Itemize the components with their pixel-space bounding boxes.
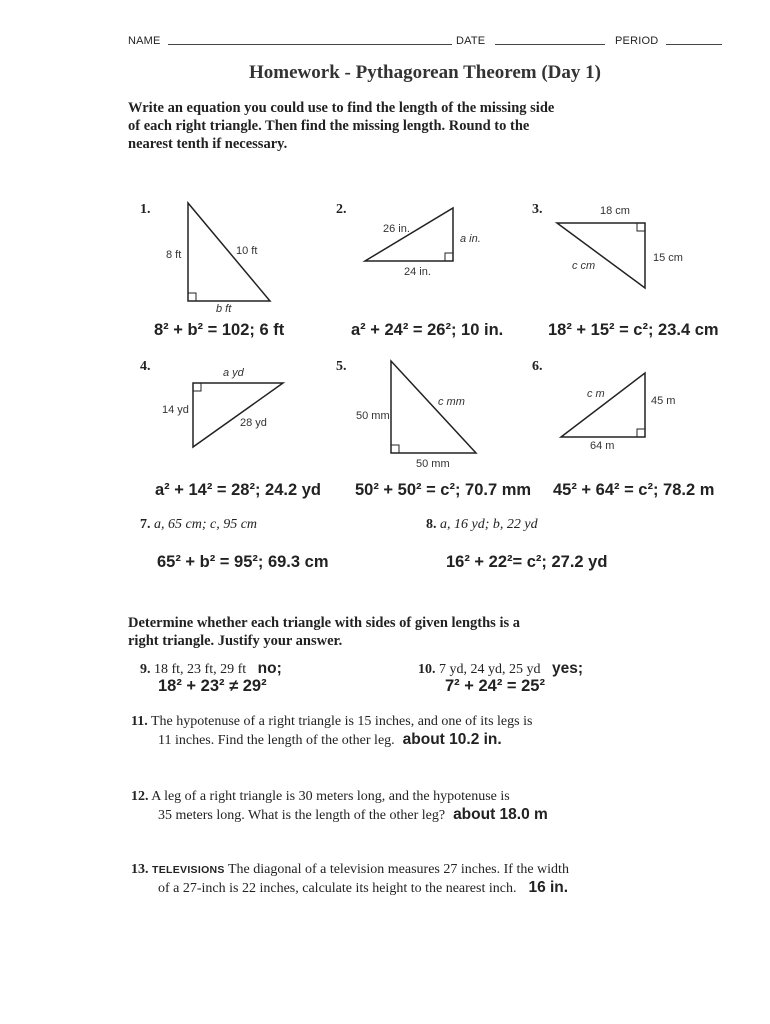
question-7-answer: 65² + b² = 95²; 69.3 cm <box>157 553 329 571</box>
problem-4-number: 4. <box>140 359 151 374</box>
triangle-3-top-label: 18 cm <box>600 205 630 217</box>
triangle-4-left-label: 14 yd <box>162 404 189 416</box>
problem-3-number: 3. <box>532 202 543 217</box>
triangle-1-left-label: 8 ft <box>166 249 182 261</box>
triangle-4 <box>193 383 283 447</box>
triangle-2-right-label: a in. <box>460 233 481 245</box>
question-12 <box>131 788 548 825</box>
triangle-2-hyp-label: 26 in. <box>383 223 410 235</box>
triangle-1 <box>188 203 270 301</box>
question-7-text: a, 65 cm; c, 95 cm <box>154 517 258 532</box>
problem-2-answer: a² + 24² = 26²; 10 in. <box>351 321 504 339</box>
question-7-number: 7. <box>140 517 151 532</box>
triangle-6-hyp-label: c m <box>587 388 605 400</box>
question-12-line2: 35 meters long. What is the length of the other leg? <box>158 808 446 823</box>
question-13-line1: The diagonal of a television measures 27 inches. If the width <box>227 862 569 877</box>
question-8-number: 8. <box>426 517 437 532</box>
instruction-line: right triangle. Justify your answer. <box>128 633 343 649</box>
question-10-answer: yes; <box>552 660 584 677</box>
problem-2-number: 2. <box>336 202 347 217</box>
instruction-line: of each right triangle. Then find the missing length. Round to the <box>128 118 530 134</box>
period-label: PERIOD <box>615 35 659 47</box>
question-11-answer: about 10.2 in. <box>402 731 502 748</box>
triangle-3-right-label: 15 cm <box>653 252 683 264</box>
problem-6-answer: 45² + 64² = c²; 78.2 m <box>553 481 715 499</box>
question-13 <box>131 861 569 898</box>
problem-1-number: 1. <box>140 202 151 217</box>
question-11-line2: 11 inches. Find the length of the other leg. <box>158 733 395 748</box>
question-13-number: 13. <box>131 862 149 877</box>
question-12-answer: about 18.0 m <box>453 806 548 823</box>
question-13-answer: 16 in. <box>528 879 569 896</box>
triangle-2-bottom-label: 24 in. <box>404 266 431 278</box>
instruction-line: Write an equation you could use to find the length of the missing side <box>128 100 555 116</box>
question-9-justification: 18² + 23² ≠ 29² <box>158 677 267 695</box>
question-11-number: 11. <box>131 714 148 729</box>
question-11-line1: The hypotenuse of a right triangle is 15 inches, and one of its legs is <box>150 714 533 729</box>
question-13-tag: TELEVISIONS <box>152 864 225 876</box>
question-9 <box>140 660 282 678</box>
triangle-3-hyp-label: c cm <box>572 260 596 272</box>
question-12-line1: A leg of a right triangle is 30 meters long, and the hypotenuse is <box>151 789 510 804</box>
triangle-4-hyp-label: 28 yd <box>240 417 267 429</box>
triangle-6 <box>561 373 645 437</box>
problem-4-answer: a² + 14² = 28²; 24.2 yd <box>155 481 322 499</box>
question-10-justification: 7² + 24² = 25² <box>445 677 545 695</box>
triangle-6-right-label: 45 m <box>651 395 676 407</box>
triangle-6-bottom-label: 64 m <box>590 440 615 452</box>
name-label: NAME <box>128 35 161 47</box>
problem-6-number: 6. <box>532 359 543 374</box>
triangle-3 <box>557 223 645 288</box>
page-title: Homework - Pythagorean Theorem (Day 1) <box>249 62 601 83</box>
triangle-4-top-label: a yd <box>223 367 244 379</box>
question-9-text: 18 ft, 23 ft, 29 ft <box>154 662 247 677</box>
problem-5-number: 5. <box>336 359 347 374</box>
question-8-answer: 16² + 22²= c²; 27.2 yd <box>446 553 608 571</box>
triangle-5-hyp-label: c mm <box>438 396 465 408</box>
question-7 <box>140 517 257 533</box>
question-12-number: 12. <box>131 789 149 804</box>
triangle-1-hyp-label: 10 ft <box>236 245 258 257</box>
triangle-5-left-label: 50 mm <box>356 410 390 422</box>
triangle-1-bottom-label: b ft <box>216 303 232 315</box>
question-9-answer: no; <box>257 660 282 677</box>
instruction-line: nearest tenth if necessary. <box>128 136 288 152</box>
question-8 <box>426 517 538 533</box>
problem-5-answer: 50² + 50² = c²; 70.7 mm <box>355 481 532 499</box>
question-13-line2: of a 27-inch is 22 inches, calculate its height to the nearest inch. <box>158 881 517 896</box>
question-8-text: a, 16 yd; b, 22 yd <box>440 517 538 532</box>
problem-3-answer: 18² + 15² = c²; 23.4 cm <box>548 321 719 339</box>
section2-instructions <box>128 614 520 650</box>
question-10-number: 10. <box>418 662 436 677</box>
question-10 <box>418 660 583 678</box>
question-9-number: 9. <box>140 662 151 677</box>
triangle-5-bottom-label: 50 mm <box>416 458 450 470</box>
instruction-line: Determine whether each triangle with sides of given lengths is a <box>128 615 520 631</box>
date-label: DATE <box>456 35 486 47</box>
question-10-text: 7 yd, 24 yd, 25 yd <box>439 662 541 677</box>
problem-1-answer: 8² + b² = 102; 6 ft <box>154 321 285 339</box>
question-11 <box>131 713 532 750</box>
